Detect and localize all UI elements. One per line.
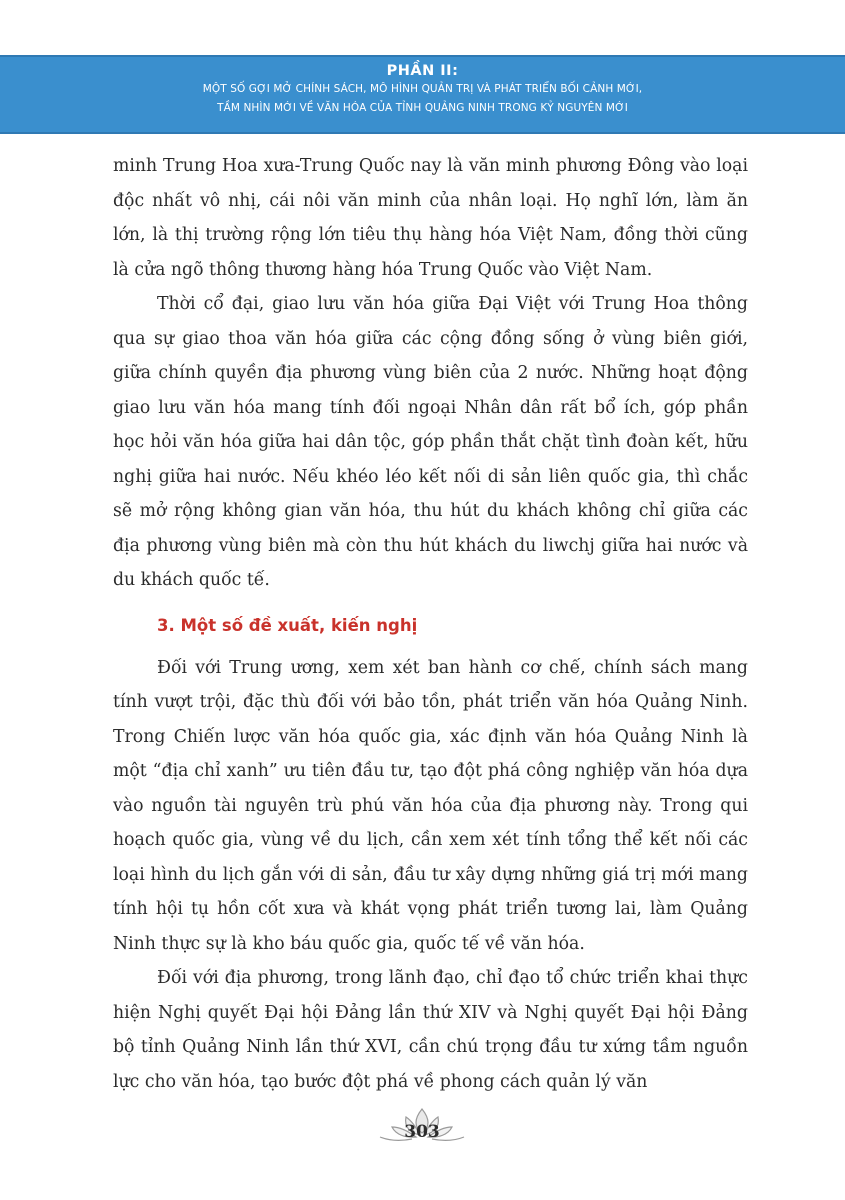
chapter-title-line-2: TẦM NHÌN MỚI VỀ VĂN HÓA CỦA TỈNH QUẢNG NINH TRONG KỶ NGUYÊN MỚI xyxy=(217,102,628,114)
page-footer xyxy=(362,1105,482,1155)
paragraph-4: Đối với địa phương, trong lãnh đạo, chỉ đạo tổ chức triển khai thực hiện Nghị quyết Đại hội Đảng lần thứ XIV và Nghị quyết Đại hội Đảng bộ tỉnh Quảng Ninh lần thứ XVI, cần chú trọng đầu tư xứng tầm nguồn lực cho văn hóa, tạo bước đột phá về phong cách quản lý văn xyxy=(113,968,748,1092)
part-label: PHẦN II: xyxy=(386,63,459,79)
page-number: 303 xyxy=(404,1122,440,1142)
chapter-title-line-1: MỘT SỐ GỢI MỞ CHÍNH SÁCH, MÔ HÌNH QUẢN TRỊ VÀ PHÁT TRIỂN BỐI CẢNH MỚI, xyxy=(202,83,643,95)
paragraph-2: Thời cổ đại, giao lưu văn hóa giữa Đại Việt với Trung Hoa thông qua sự giao thoa văn hóa giữa các cộng đồng sống ở vùng biên giới, giữa chính quyền địa phương vùng biên của 2 nước. Những hoạt động giao lưu văn hóa mang tính đối ngoại Nhân dân rất bổ ích, góp phần học hỏi văn hóa giữa hai dân tộc, góp phần thắt chặt tình đoàn kết, hữu nghị giữa hai nước. Nếu khéo léo kết nối di sản liên quốc gia, thì chắc sẽ mở rộng không gian văn hóa, thu hút du khách không chỉ giữa các địa phương vùng biên mà còn thu hút khách du liwchj giữa hai nước và du khách quốc tế. xyxy=(113,294,748,590)
section-heading: 3. Một số đề xuất, kiến nghị xyxy=(157,615,418,635)
page-body xyxy=(113,149,748,1099)
paragraph-3: Đối với Trung ương, xem xét ban hành cơ chế, chính sách mang tính vượt trội, đặc thù đối với bảo tồn, phát triển văn hóa Quảng Ninh. Trong Chiến lược văn hóa quốc gia, xác định văn hóa Quảng Ninh là một “địa chỉ xanh” ưu tiên đầu tư, tạo đột phá công nghiệp văn hóa dựa vào nguồn tài nguyên trù phú văn hóa của địa phương này. Trong qui hoạch quốc gia, vùng về du lịch, cần xem xét tính tổng thể kết nối các loại hình du lịch gắn với di sản, đầu tư xây dựng những giá trị mới mang tính hội tụ hồn cốt xưa và khát vọng phát triển tương lai, làm Quảng Ninh thực sự là kho báu quốc gia, quốc tế về văn hóa. xyxy=(113,657,748,954)
paragraph-1: minh Trung Hoa xưa-Trung Quốc nay là văn minh phương Đông vào loại độc nhất vô nhị, cái nôi văn minh của nhân loại. Họ nghĩ lớn, làm ăn lớn, là thị trường rộng lớn tiêu thụ hàng hóa Việt Nam, đồng thời cũng là cửa ngõ thông thương hàng hóa Trung Quốc vào Việt Nam. xyxy=(113,156,748,280)
chapter-header-band xyxy=(0,55,845,134)
